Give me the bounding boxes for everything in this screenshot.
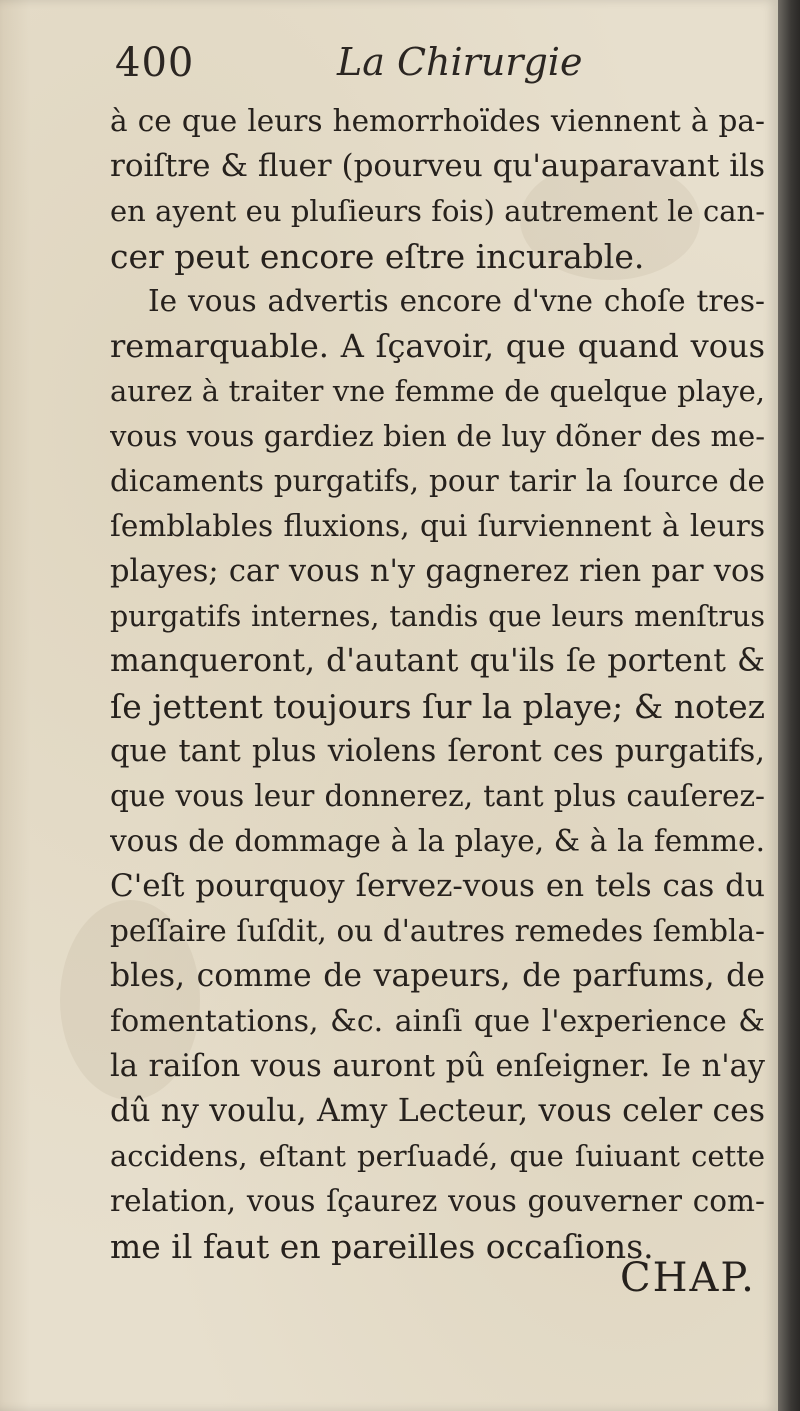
text-line: cer peut encore eſtre incurable. — [110, 237, 645, 276]
text-line: vous vous gardiez bien de luy dõner des me- — [110, 419, 765, 453]
text-line: que tant plus violens ſeront ces purgatifs, — [110, 734, 765, 769]
text-line: remarquable. A ſçavoir, que quand vous — [110, 327, 765, 365]
text-line: aurez à traiter vne femme de quelque playe, — [110, 374, 765, 408]
body-text — [110, 99, 765, 1269]
text-line: la raiſon vous auront pû enſeigner. Ie n'ay — [110, 1049, 765, 1084]
text-line: purgatifs internes, tandis que leurs menſtrus — [110, 600, 765, 633]
text-line: me il faut en pareilles occaſions. — [110, 1227, 654, 1266]
text-line: C'eſt pourquoy ſervez-vous en tels cas du — [110, 868, 765, 904]
catchword: CHAP. — [620, 1255, 756, 1301]
text-line: fomentations, &c. ainſi que l'experience & — [110, 1004, 765, 1039]
page-number: 400 — [115, 40, 195, 86]
text-line: accidens, eſtant perſuadé, que ſuiuant cette — [110, 1139, 765, 1173]
text-line: à ce que leurs hemorrhoïdes viennent à pa- — [110, 104, 765, 138]
text-line: roiſtre & fluer (pourveu qu'auparavant ils — [110, 148, 765, 184]
text-line: que vous leur donnerez, tant plus cauſerez- — [110, 779, 765, 813]
text-line: bles, comme de vapeurs, de parfums, de — [110, 958, 765, 994]
text-line: vous de dommage à la playe, & à la femme. — [110, 824, 765, 858]
text-line: dicaments purgatifs, pour tarir la ſource de — [110, 464, 765, 498]
text-line: ſe jettent toujours ſur la playe; & notez — [110, 687, 765, 726]
binding-shadow — [778, 0, 800, 1411]
text-line: Ie vous advertis encore d'vne choſe tres- — [148, 284, 765, 318]
text-line: en ayent eu pluſieurs fois) autrement le can- — [110, 194, 765, 228]
text-line: playes; car vous n'y gagnerez rien par vos — [110, 554, 765, 589]
page-header — [115, 40, 755, 100]
text-line: manqueront, d'autant qu'ils ſe portent & — [110, 643, 765, 679]
text-line: peſſaire ſuſdit, ou d'autres remedes ſembla- — [110, 914, 765, 948]
text-line: dû ny voulu, Amy Lecteur, vous celer ces — [110, 1093, 765, 1129]
text-line: ſemblables fluxions, qui ſurviennent à leurs — [110, 509, 765, 543]
running-title: La Chirurgie — [337, 40, 583, 84]
text-line: relation, vous ſçaurez vous gouverner com- — [110, 1184, 765, 1218]
